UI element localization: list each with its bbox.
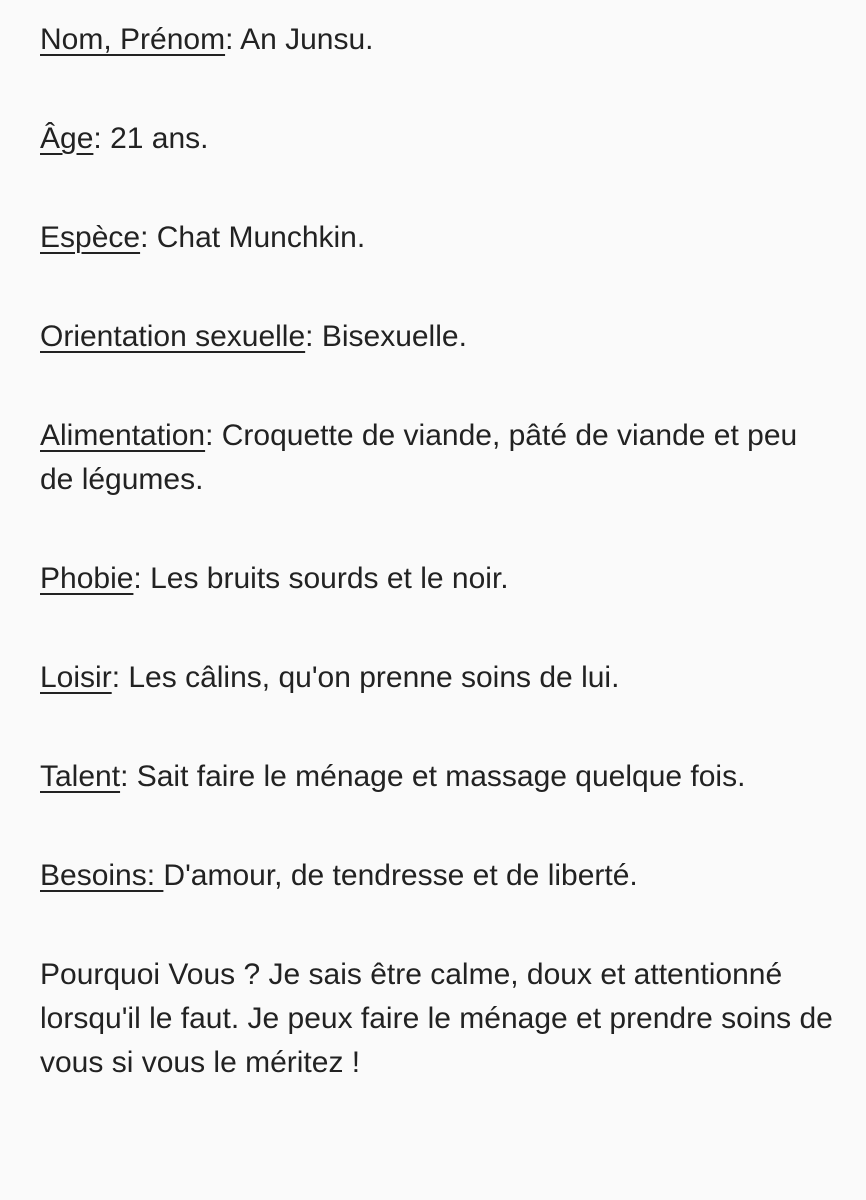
field-hobby (40, 656, 836, 700)
field-label: Besoins: (40, 859, 164, 892)
field-label: Alimentation (40, 419, 206, 452)
field-value: 21 ans. (110, 122, 209, 155)
field-label: Espèce (40, 221, 141, 254)
field-value: Sait faire le ménage et massage quelque fois. (136, 760, 746, 793)
field-value: Chat Munchkin. (156, 221, 366, 254)
field-label: Âge (40, 122, 94, 155)
field-separator: : (205, 419, 222, 452)
field-separator: : (133, 562, 151, 595)
field-separator: : (225, 23, 241, 56)
field-separator: : (305, 320, 322, 353)
field-species (40, 216, 836, 260)
field-value: Les câlins, qu'on prenne soins de lui. (128, 661, 620, 694)
field-value: D'amour, de tendresse et de liberté. (163, 859, 638, 892)
field-separator: : (140, 221, 157, 254)
field-label: Talent (40, 760, 121, 793)
field-orientation (40, 315, 836, 359)
field-separator: : (111, 661, 129, 694)
field-diet (40, 414, 836, 502)
field-value: Les bruits sourds et le noir. (150, 562, 509, 595)
field-label: Orientation sexuelle (40, 320, 306, 353)
field-age (40, 117, 836, 161)
field-value: Croquette de viande, pâté de viande et peu de légumes. (40, 419, 798, 496)
field-value: Bisexuelle. (321, 320, 467, 353)
field-value: An Junsu. (240, 23, 374, 56)
field-phobia (40, 557, 836, 601)
field-label: Phobie (40, 562, 134, 595)
field-label: Nom, Prénom (40, 23, 226, 56)
field-needs (40, 854, 836, 898)
field-separator: : (93, 122, 111, 155)
field-talent (40, 755, 836, 799)
field-label: Loisir (40, 661, 112, 694)
field-name (40, 18, 836, 62)
field-separator: : (120, 760, 137, 793)
closing-paragraph: Pourquoi Vous ? Je sais être calme, doux et attentionné lorsqu'il le faut. Je peux faire le ménage et prendre soins de vous si vous le méritez ! (40, 958, 833, 1079)
